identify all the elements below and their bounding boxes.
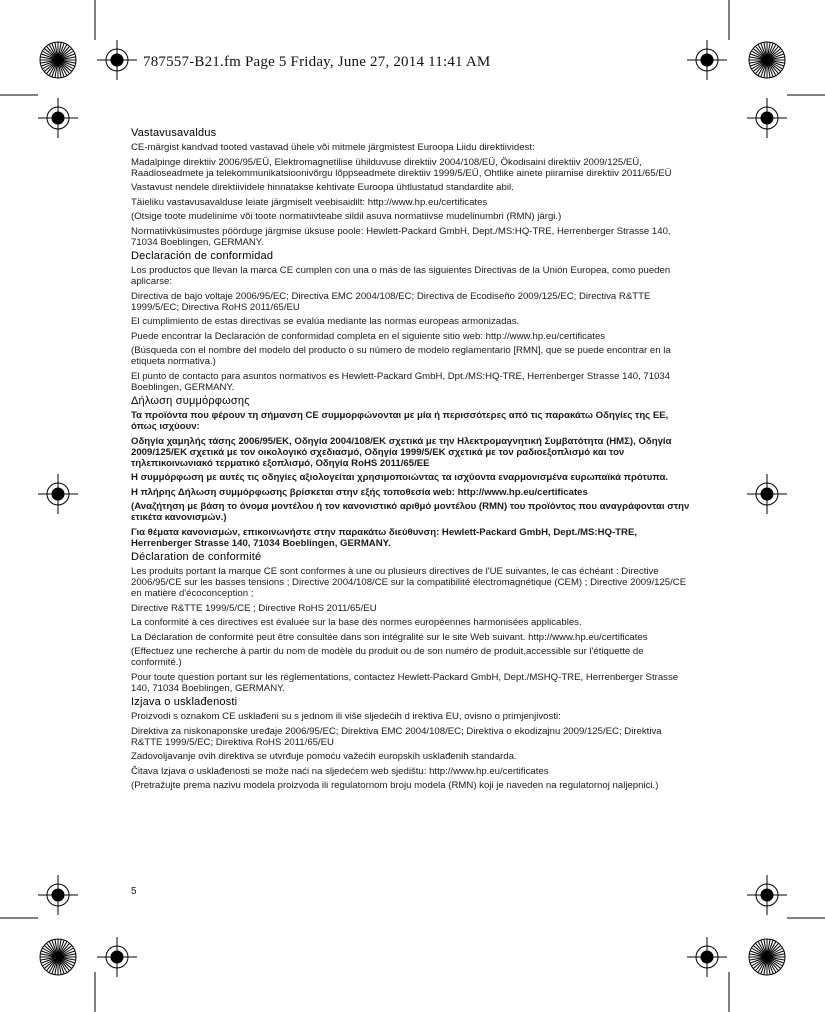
paragraph: Zadovoljavanje ovih direktiva se utvrđuje pomoću važećih europskih usklađenih standarda. <box>131 751 517 762</box>
paragraph: Directive R&TTE 1999/5/CE ; Directive RoHS 2011/65/EU <box>131 602 377 614</box>
paragraph: El punto de contacto para asuntos normativos es Hewlett-Packard GmbH, Dpt./MS:HQ-TRE, Herrenberger Strasse 140, 71034 Boeblingen, GERMANY. <box>131 370 671 393</box>
paragraph: Directiva de bajo voltaje 2006/95/EC; Directiva EMC 2004/108/EC; Directiva de Ecodiseño 2009/125/EC; Directiva R&TTE 1999/5/EC; Directiva RoHS 2011/65/EU <box>131 290 651 313</box>
paragraph: (Pretražujte prema nazivu modela proizvoda ili regulatornom broju modela (RMN) koji je naveden na regulatornoj naljepnici.) <box>131 780 659 791</box>
section-title: Declaración de conformidad <box>131 250 274 262</box>
paragraph: Täieliku vastavusavalduse leiate järgmiselt veebisaidilt: http://www.hp.eu/certificates <box>131 196 488 208</box>
paragraph: Les produits portant la marque CE sont conformes à une ou plusieurs directives de l'UE suivantes, le cas échéant : Directive 2006/95/CE sur les basses tensions ; Directive 2004/108/CE sur la compatibilité électromagnétique (CEM) ; Directive 2009/125/CE en matière d'écoconception ; <box>131 566 687 599</box>
paragraph: Οδηγία χαμηλής τάσης 2006/95/ΕΚ, Οδηγία 2004/108/ΕΚ σχετικά με την Ηλεκτρομαγνητική Συμβατότητα (ΗΜΣ), Οδηγία 2009/125/ΕΚ σχετικά με τον οικολογικό σχεδιασμό, Οδηγία 1999/5/ΕΚ σχετικά με τον ραδιοεξοπλισμό και τον τηλεπικοινωνιακό τερματικό εξοπλισμό, Οδηγία RoHS 2011/65/ΕΕ <box>131 435 672 469</box>
paragraph: Η πλήρης Δήλωση συμμόρφωσης βρίσκεται στην εξής τοποθεσία web: http://www.hp.eu/certificates <box>131 486 588 498</box>
section <box>131 396 693 549</box>
paragraph: Pour toute question portant sur les réglementations, contactez Hewlett-Packard GmbH, Dept./MSHQ-TRE, Herrenberger Strasse 140, 71034 Boeblingen, GERMANY. <box>131 671 679 694</box>
paragraph: CE-märgist kandvad tooted vastavad ühele või mitmele järgmistest Euroopa Liidu direktiividest: <box>131 142 535 153</box>
paragraph: Puede encontrar la Declaración de conformidad completa en el siguiente sitio web: http://www.hp.eu/certificates <box>131 330 606 342</box>
paragraph: (Búsqueda con el nombre del modelo del producto o su número de modelo reglamentario [RMN], que se puede encontrar en la etiqueta normativa.) <box>131 345 671 367</box>
section <box>131 251 693 393</box>
paragraph: Los productos que llevan la marca CE cumplen con una o más de las siguientes Directivas de la Unión Europea, como pueden aplicarse: <box>131 265 671 287</box>
paragraph: Direktiva za niskonaponske uređaje 2006/95/EC; Direktiva EMC 2004/108/EC; Direktiva o ekodizajnu 2009/125/EC; Direktiva R&TTE 1999/5/EC; Direktiva RoHS 2011/65/EU <box>131 725 662 748</box>
document-body <box>131 127 693 795</box>
paragraph: Για θέματα κανονισμών, επικοινωνήστε στην παρακάτω διεύθυνση: Hewlett-Packard GmbH, Dept./MS:HQ-TRE, Herrenberger Strasse 140, 71034 Boeblingen, GERMANY. <box>131 526 638 549</box>
paragraph: La conformité à ces directives est évaluée sur la base des normes européennes harmonisées applicables. <box>131 617 582 628</box>
page-number: 5 <box>131 886 137 897</box>
section <box>131 128 693 248</box>
section-title: Izjava o usklađenosti <box>131 696 238 708</box>
paragraph: Čitava Izjava o usklađenosti se može naći na sljedećem web sjedištu: http://www.hp.eu/certificates <box>131 765 549 777</box>
paragraph: Normatiivküsimustes pöörduge järgmise üksuse poole: Hewlett-Packard GmbH, Dept./MS:HQ-TRE, Herrenberger Strasse 140, 71034 Boeblingen, GERMANY. <box>131 225 671 248</box>
paragraph: (Effectuez une recherche à partir du nom de modèle du produit ou de son numéro de produit,accessible sur l'étiquette de conformité.) <box>131 646 644 668</box>
section-title: Δήλωση συμμόρφωσης <box>131 395 250 407</box>
paragraph: Η συμμόρφωση με αυτές τις οδηγίες αξιολογείται χρησιμοποιώντας τα ισχύοντα εναρμονισμένα ευρωπαϊκά πρότυπα. <box>131 472 669 483</box>
section-title: Déclaration de conformité <box>131 551 262 563</box>
paragraph: El cumplimiento de estas directivas se evalúa mediante las normas europeas armonizadas. <box>131 316 520 327</box>
section <box>131 552 693 694</box>
paragraph: Vastavust nendele direktiividele hinnatakse kehtivate Euroopa ühtlustatud standardite abil. <box>131 182 514 193</box>
print-slug-header: 787557-B21.fm Page 5 Friday, June 27, 2014 11:41 AM <box>143 54 491 70</box>
paragraph: Τα προϊόντα που φέρουν τη σήμανση CE συμμορφώνονται με μία ή περισσότερες από τις παρακάτω Οδηγίες της ΕΕ, όπως ισχύουν: <box>131 410 669 432</box>
paragraph: La Déclaration de conformité peut être consultée dans son intégralité sur le site Web suivant. http://www.hp.eu/certificates <box>131 631 648 643</box>
section-title: Vastavusavaldus <box>131 127 217 139</box>
paragraph: (Αναζήτηση με βάση το όνομα μοντέλου ή τον κανονιστικό αριθμό μοντέλου (RMN) του προϊόντος που αναγράφονται στην ετικέτα κανονισμών.) <box>131 501 690 523</box>
paragraph: (Otsige toote mudelinime või toote normatiivteabe sildil asuva normatiivse mudelinumbri (RMN) järgi.) <box>131 211 562 222</box>
paragraph: Proizvodi s oznakom CE usklađeni su s jednom ili više sljedećih d irektiva EU, ovisno o primjenjivosti: <box>131 711 561 722</box>
section <box>131 697 693 791</box>
paragraph: Madalpinge direktiiv 2006/95/EÜ, Elektromagnetilise ühilduvuse direktiiv 2004/108/EÜ, Ökodisaini direktiiv 2009/125/EÜ, Raadioseadmete ja telekommunikatsioonivõrgu lõppseadmete direktiiv 1999/5/EÜ, Ohtlike ainete piiramise direktiiv 2011/65/EÜ <box>131 156 672 179</box>
